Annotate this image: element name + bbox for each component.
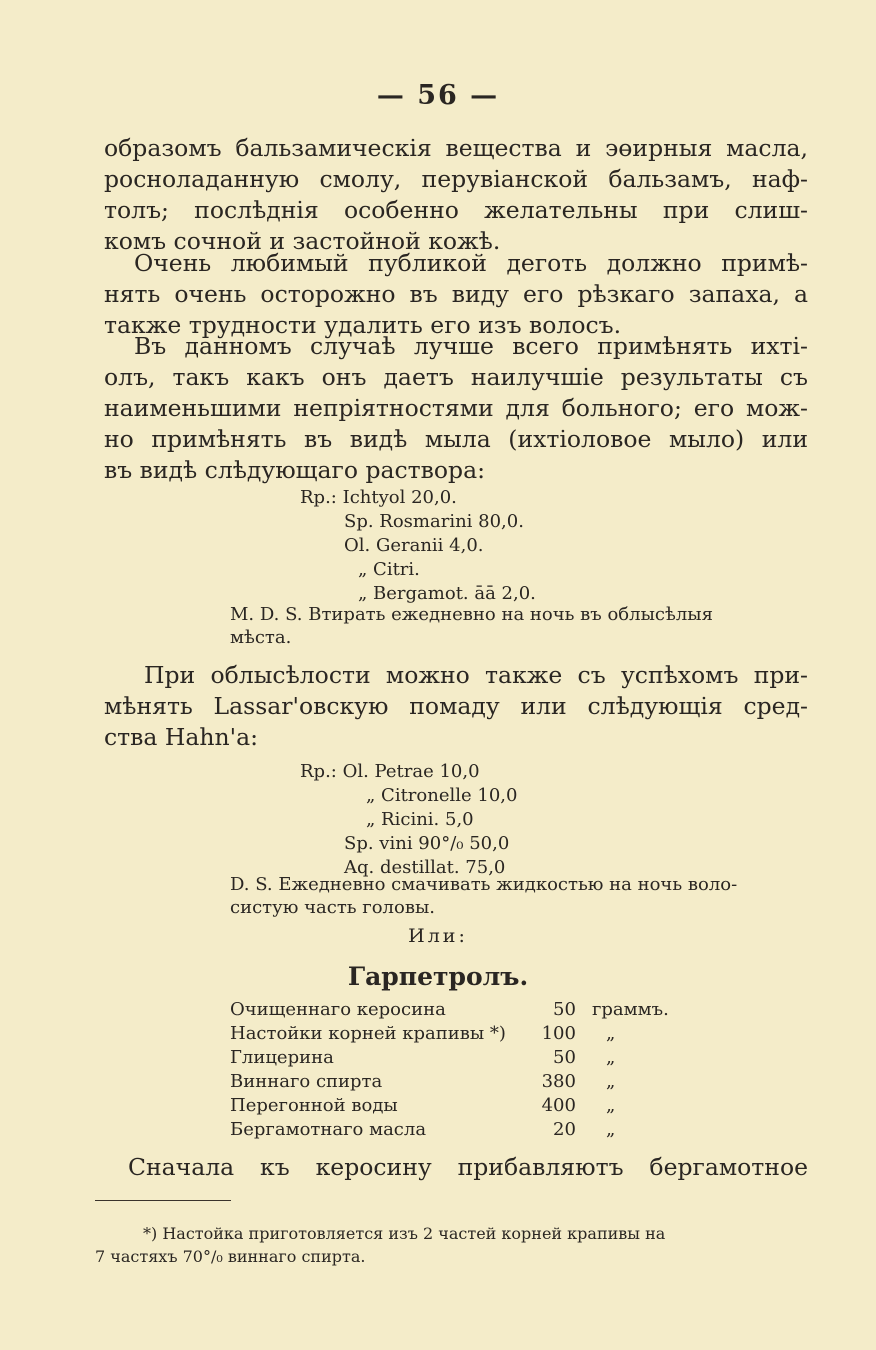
ingredient-unit: граммъ. — [591, 999, 669, 1020]
footnote-line: *) Настойка приготовляется изъ 2 частей корней крапивы на — [143, 1224, 666, 1243]
recipe-petrae-directions — [230, 873, 810, 919]
recipe-line: „ Bergamot. āā 2,0. — [358, 583, 536, 604]
paragraph-balsams — [104, 133, 808, 257]
recipe-line: Ol. Geranii 4,0. — [344, 535, 484, 556]
ingredient-name: Настойки корней крапивы *) — [230, 1023, 506, 1044]
table-row — [230, 1094, 669, 1118]
text-line: росноладанную смолу, перувіанской бальзамъ, наф- — [104, 165, 808, 193]
text-line: Въ данномъ случаѣ лучше всего примѣнять ихті- — [134, 332, 808, 360]
text-line: толъ; послѣднія особенно желательны при слиш- — [104, 196, 808, 224]
text-line: наименьшими непріятностями для больного; его мож- — [104, 394, 808, 422]
table-row — [230, 998, 669, 1022]
paragraph-ichthyol — [104, 331, 808, 486]
table-row — [230, 1118, 669, 1142]
ingredient-unit: „ — [605, 1119, 616, 1140]
recipe-heading: Гарпетролъ. — [347, 962, 529, 991]
directions-line: мѣста. — [230, 627, 292, 648]
ingredient-qty: 20 — [553, 1119, 576, 1140]
ingredient-unit: „ — [605, 1095, 616, 1116]
recipe-line: Aq. destillat. 75,0 — [344, 857, 506, 878]
text-line: образомъ бальзамическія вещества и эөирныя масла, — [104, 134, 808, 162]
ingredient-name: Очищеннаго керосина — [230, 999, 446, 1020]
recipe-harpetrol-table — [230, 998, 669, 1142]
ingredient-name: Перегонной воды — [230, 1095, 398, 1116]
text-line: но примѣнять въ видѣ мыла (ихтіоловое мыло) или — [104, 425, 808, 453]
recipe-line: Rp.: Ol. Petrae 10,0 — [300, 761, 480, 782]
table-row — [230, 1046, 669, 1070]
ingredient-qty: 380 — [541, 1071, 576, 1092]
ingredient-name: Бергамотнаго масла — [230, 1119, 427, 1140]
text-line: Сначала къ керосину прибавляютъ бергамотное — [128, 1153, 808, 1181]
ingredient-qty: 50 — [553, 1047, 576, 1068]
footnote-divider — [95, 1200, 231, 1201]
recipe-line: Sp. vini 90°/₀ 50,0 — [344, 833, 510, 854]
text-line: нять очень осторожно въ виду его рѣзкаго запаха, а — [104, 280, 808, 308]
text-line: въ видѣ слѣдующаго раствора: — [104, 456, 486, 484]
ingredient-qty: 50 — [553, 999, 576, 1020]
ingredient-unit: „ — [605, 1047, 616, 1068]
recipe-ichthyol-directions — [230, 603, 810, 649]
recipe-line: „ Citri. — [358, 559, 420, 580]
ingredient-name: Виннаго спирта — [230, 1071, 383, 1092]
paragraph-method — [104, 1152, 808, 1183]
paragraph-baldness — [104, 660, 808, 753]
recipe-line: „ Citronelle 10,0 — [366, 785, 518, 806]
directions-line: M. D. S. Втирать ежедневно на ночь въ облысѣлыя — [230, 604, 713, 625]
ingredient-qty: 400 — [541, 1095, 576, 1116]
footnote-line: 7 частяхъ 70°/₀ виннаго спирта. — [95, 1247, 366, 1266]
text-line: ства Hahn'a: — [104, 723, 259, 751]
recipe-line: Sp. Rosmarini 80,0. — [344, 511, 524, 532]
footnote — [95, 1222, 805, 1268]
text-line: мѣнять Lassar'овскую помаду или слѣдующія сред- — [104, 692, 808, 720]
page-number: — 56 — — [376, 80, 500, 111]
ingredient-qty: 100 — [541, 1023, 576, 1044]
or-separator: Или: — [408, 925, 468, 947]
directions-line: систую часть головы. — [230, 897, 436, 918]
table-row — [230, 1070, 669, 1094]
ingredient-name: Глицерина — [230, 1047, 334, 1068]
ingredient-unit: „ — [605, 1023, 616, 1044]
text-line: При облысѣлости можно также съ успѣхомъ при- — [144, 661, 808, 689]
recipe-ichthyol — [300, 486, 536, 606]
recipe-line: Rp.: Ichtyol 20,0. — [300, 487, 457, 508]
recipe-petrae — [300, 760, 517, 880]
paragraph-tar — [104, 248, 808, 341]
ingredient-unit: „ — [605, 1071, 616, 1092]
directions-line: D. S. Ежедневно смачивать жидкостью на ночь воло- — [230, 874, 738, 895]
text-line: также трудности удалить его изъ волосъ. — [104, 311, 622, 339]
text-line: Очень любимый публикой деготь должно примѣ- — [134, 249, 808, 277]
table-row — [230, 1022, 669, 1046]
text-line: комъ сочной и застойной кожѣ. — [104, 227, 501, 255]
text-line: олъ, такъ какъ онъ даетъ наилучшіе результаты съ — [104, 363, 808, 391]
recipe-line: „ Ricini. 5,0 — [366, 809, 474, 830]
